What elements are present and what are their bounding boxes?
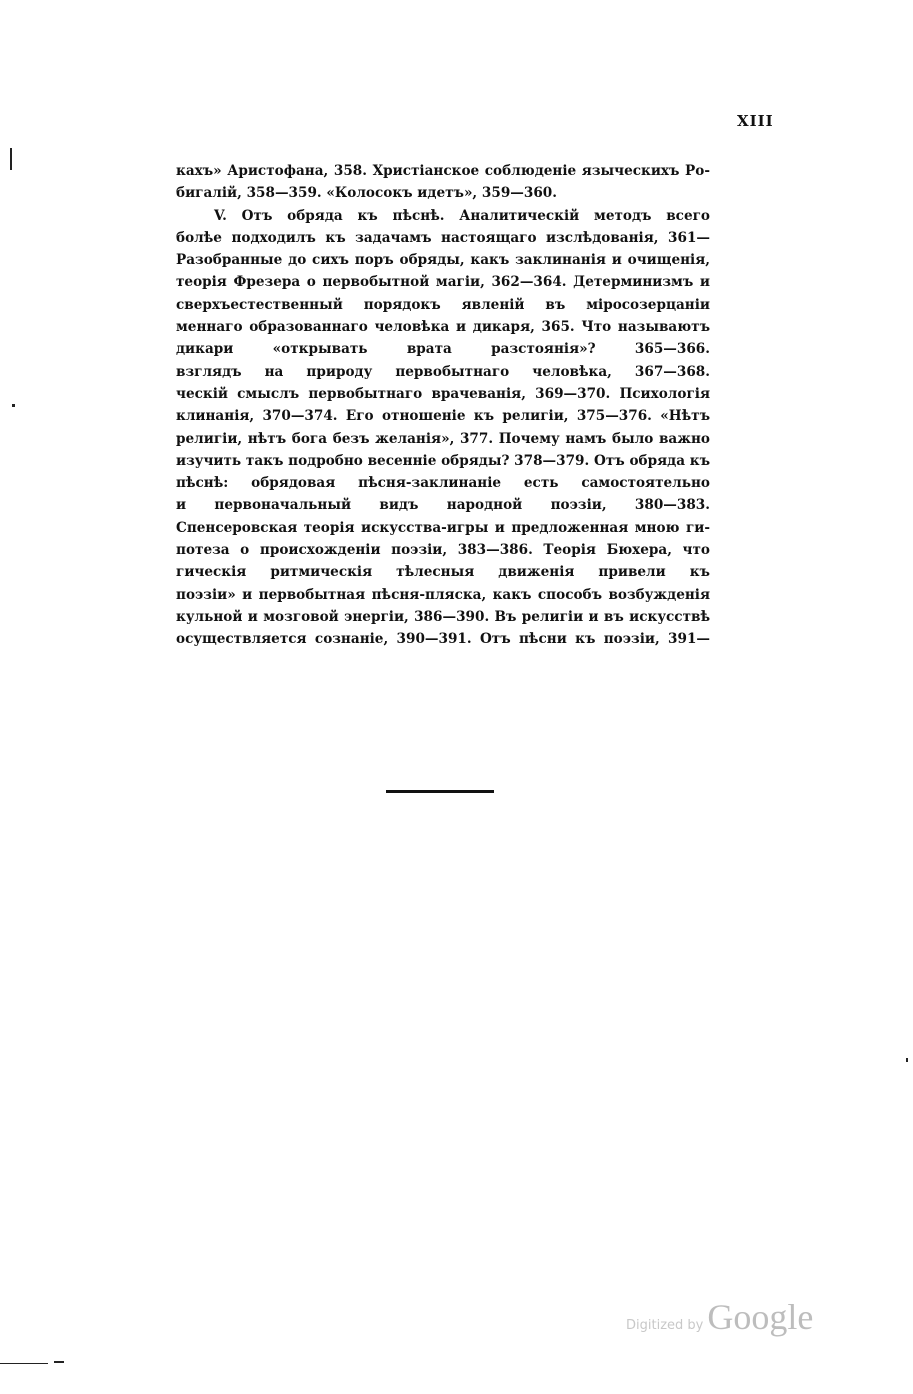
text-line: и первоначальный видъ народной поэзіи, 380—383. [176, 497, 710, 514]
watermark-prefix: Digitized by [626, 1318, 704, 1333]
text-line: меннаго образованнаго человѣка и дикаря, 365. Что называютъ [176, 319, 710, 336]
scan-mark-left-top [10, 148, 12, 170]
text-line: Спенсеровская теорія искусства-игры и предложенная мною ги- [176, 519, 710, 536]
table-of-contents-text [176, 160, 710, 651]
section-divider-rule [386, 790, 494, 793]
text-line: гическія ритмическія тѣлесныя движенія привели къ [176, 564, 710, 581]
scan-mark-bottom-left [0, 1363, 48, 1364]
text-line: бигалій, 358—359. «Колосокъ идетъ», 359—360. [176, 185, 557, 202]
text-line: сверхъестественный порядокъ явленій въ міросозерцаніи [176, 296, 710, 313]
text-line: клинанія, 370—374. Его отношеніе къ религіи, 375—376. «Нѣтъ [176, 408, 710, 425]
text-line: взглядъ на природу первобытнаго человѣка, 367—368. [176, 363, 710, 380]
scan-mark-left-middle [12, 404, 15, 407]
text-line: потеза о происхожденіи поэзіи, 383—386. Теорія Бюхера, что [176, 542, 710, 559]
text-line: поэзіи» и первобытная пѣсня-пляска, какъ способъ возбужденія [176, 586, 710, 603]
text-line: осуществляется сознаніе, 390—391. Отъ пѣсни къ поэзіи, 391— [176, 631, 710, 648]
google-logo: Google [707, 1297, 814, 1337]
text-line: дикари «открывать врата разстоянія»? 365—366. [176, 341, 710, 358]
text-line: религіи, нѣтъ бога безъ желанія», 377. Почему намъ было важно [176, 430, 710, 447]
text-line: кульной и мозговой энергіи, 386—390. Въ религіи и въ искусствѣ [176, 608, 710, 625]
text-line: Разобранные до сихъ поръ обряды, какъ заклинанія и очищенія, [176, 252, 710, 269]
page-number: XIII [737, 112, 774, 130]
digitized-by-google-watermark [626, 1296, 813, 1338]
section-heading-line: V. Отъ обряда къ пѣснѣ. Аналитическій методъ всего [214, 207, 710, 224]
scan-mark-bottom-left-dash [54, 1361, 64, 1363]
text-line: теорія Фрезера о первобытной магіи, 362—364. Детерминизмъ и [176, 274, 710, 291]
text-line: пѣснѣ: обрядовая пѣсня-заклинаніе есть самостоятельно [176, 475, 710, 492]
text-line: кахъ» Аристофана, 358. Христіанское соблюденіе языческихъ Ро- [176, 163, 710, 179]
text-line: изучить такъ подробно весенніе обряды? 378—379. Отъ обряда къ [176, 452, 710, 469]
scan-mark-right [906, 1058, 908, 1062]
text-line: болѣе подходилъ къ задачамъ настоящаго изслѣдованія, 361— [176, 229, 710, 246]
text-line: ческій смыслъ первобытнаго врачеванія, 369—370. Психологія [176, 385, 710, 402]
